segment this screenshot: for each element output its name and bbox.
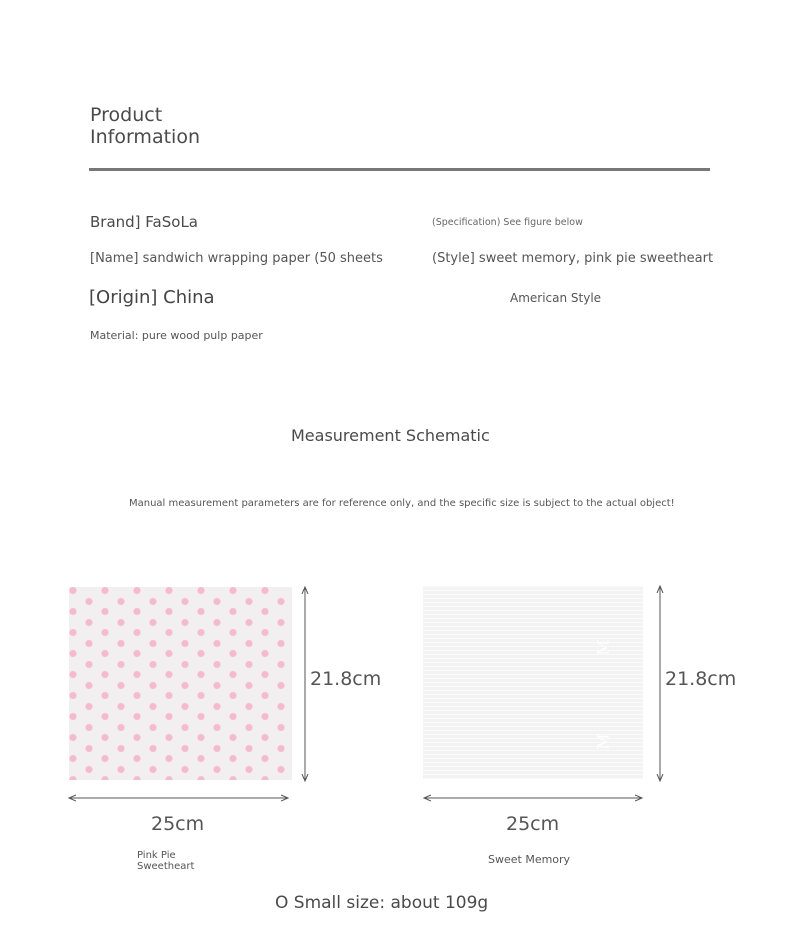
width-label-2: 25cm (506, 813, 560, 835)
schematic-heading: Measurement Schematic (291, 426, 490, 445)
paper-watermark-m1: M (593, 639, 613, 656)
pink-pie-caption-line-1: Pink Pie (137, 850, 176, 861)
title-line-1: Product (90, 104, 163, 126)
measurement-note: Manual measurement parameters are for reference only, and the specific size is subject to the actual object! (129, 498, 675, 509)
size-weight-text: O Small size: about 109g (275, 893, 489, 913)
title-line-2: Information (90, 126, 200, 148)
material-text: Material: pure wood pulp paper (90, 329, 263, 342)
origin-text: [Origin] China (89, 287, 215, 308)
height-label-1: 21.8cm (310, 668, 382, 690)
width-label-1: 25cm (151, 813, 205, 835)
specification-text: (Specification) See figure below (432, 217, 583, 228)
style-text: (Style] sweet memory, pink pie sweetheart (432, 251, 714, 266)
sweet-memory-caption: Sweet Memory (488, 853, 571, 866)
brand-text: Brand] FaSoLa (90, 213, 198, 231)
pink-pie-caption-line-2: Sweetheart (137, 861, 195, 872)
name-text: [Name] sandwich wrapping paper (50 sheets (90, 251, 383, 266)
american-style-text: American Style (510, 291, 602, 305)
pink-pie-caption (137, 850, 194, 872)
height-label-2: 21.8cm (665, 668, 737, 690)
paper-watermark-m2: M (593, 733, 613, 750)
